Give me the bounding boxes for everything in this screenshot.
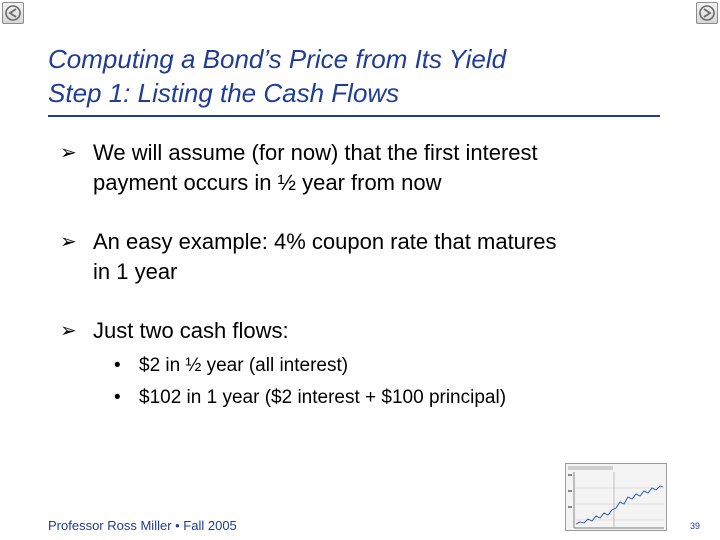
next-slide-icon[interactable]	[696, 2, 718, 24]
dot-bullet-icon: •	[114, 387, 121, 408]
arrowhead-bullet-icon: ➢	[60, 231, 77, 253]
slide-title-line-1: Computing a Bond’s Price from Its Yield	[48, 44, 507, 74]
arrowhead-bullet-icon: ➢	[60, 320, 77, 342]
bullet-item	[60, 316, 680, 346]
slide-footer: Professor Ross Miller • Fall 2005	[48, 518, 237, 533]
slide-title-line-2: Step 1: Listing the Cash Flows	[48, 78, 400, 108]
previous-slide-icon[interactable]	[2, 2, 24, 24]
sub-bullet-text: $2 in ½ year (all interest)	[139, 355, 349, 376]
stock-chart-thumbnail	[565, 463, 667, 531]
bullet-item	[60, 227, 680, 287]
bullet-text	[93, 227, 680, 287]
dot-bullet-icon: •	[114, 355, 121, 376]
slide-title	[48, 42, 668, 110]
bullet-line: in 1 year	[93, 259, 178, 284]
sub-bullet-text: $102 in 1 year ($2 interest + $100 principal)	[139, 387, 507, 408]
sub-bullet-item	[114, 384, 506, 412]
bullet-text	[93, 138, 680, 198]
bullet-line: An easy example: 4% coupon rate that matures	[93, 229, 557, 254]
page-number: 39	[690, 521, 701, 531]
bullet-text	[93, 316, 680, 346]
bullet-item	[60, 138, 680, 198]
title-divider	[48, 115, 660, 117]
bullet-line: payment occurs in ½ year from now	[93, 170, 442, 195]
sub-bullet-item	[114, 352, 348, 380]
arrowhead-bullet-icon: ➢	[60, 142, 77, 164]
bullet-line: Just two cash flows:	[93, 318, 289, 343]
bullet-line: We will assume (for now) that the first interest	[93, 140, 538, 165]
